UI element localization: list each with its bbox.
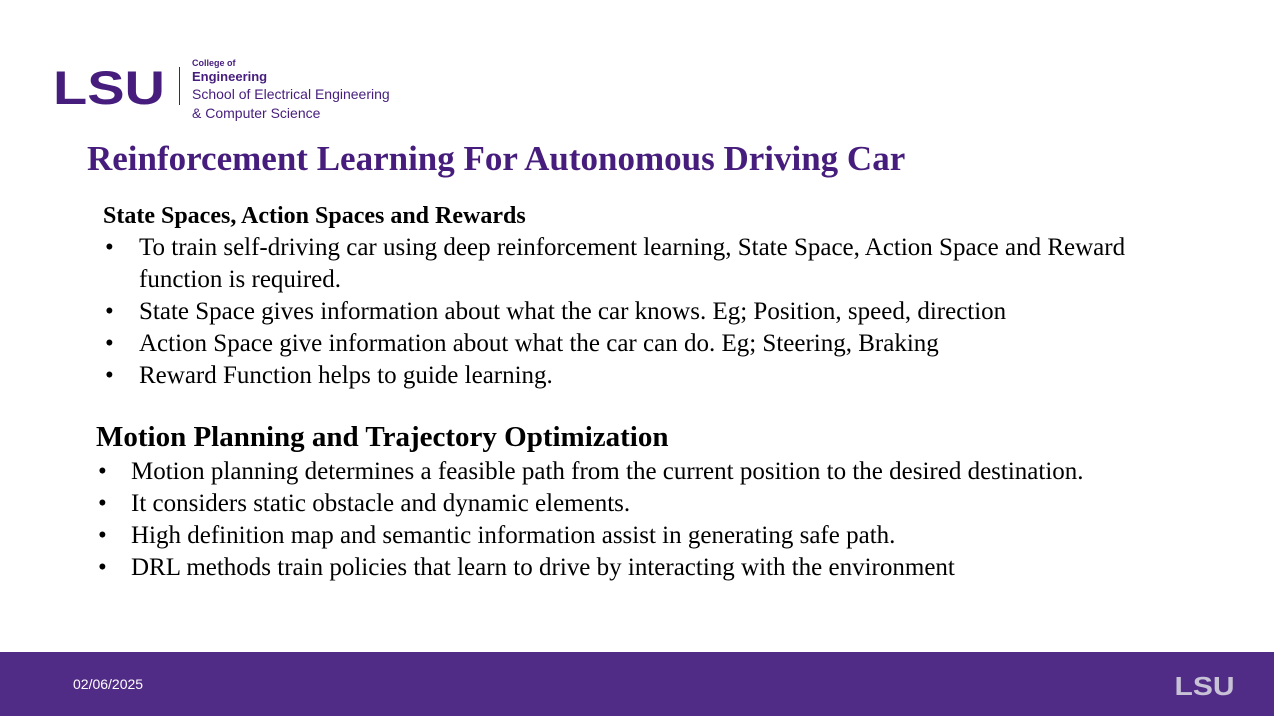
section2-bullet-list	[96, 456, 1196, 584]
section2-heading: Motion Planning and Trajectory Optimization	[96, 421, 669, 453]
section-state-action-rewards	[103, 202, 1163, 392]
logo-engineering: Engineering	[192, 69, 268, 84]
bullet-text: Reward Function helps to guide learning.	[139, 362, 553, 389]
bullet-text: It considers static obstacle and dynamic elements.	[131, 490, 631, 517]
logo-school-line1: School of Electrical Engineering	[192, 86, 390, 102]
section1-heading: State Spaces, Action Spaces and Rewards	[103, 203, 526, 229]
bullet-item	[96, 456, 1196, 488]
logo-divider	[179, 67, 180, 105]
bullet-text: To train self-driving car using deep reinforcement learning, State Space, Action Space and Reward function is required.	[139, 234, 1126, 293]
bullet-item	[96, 520, 1196, 552]
bullet-item	[103, 360, 1163, 392]
bullet-item	[103, 296, 1163, 328]
bullet-text: DRL methods train policies that learn to drive by interacting with the environment	[131, 554, 955, 581]
bullet-dot: •	[98, 522, 107, 549]
bullet-dot: •	[105, 330, 114, 357]
footer-logo-text: LSU	[1174, 676, 1235, 696]
bullet-text: High definition map and semantic information assist in generating safe path.	[131, 522, 896, 549]
bullet-dot: •	[98, 458, 107, 485]
bullet-dot: •	[105, 362, 114, 389]
bullet-item	[103, 232, 1163, 296]
bullet-dot: •	[98, 554, 107, 581]
section-motion-planning	[96, 420, 1196, 584]
bullet-text: Motion planning determines a feasible path from the current position to the desired destination.	[131, 458, 1084, 485]
slide-title: Reinforcement Learning For Autonomous Driving Car	[87, 139, 906, 178]
bullet-dot: •	[105, 234, 114, 261]
lsu-logo-mark	[52, 69, 166, 105]
bullet-item	[96, 552, 1196, 584]
footer-date: 02/06/2025	[73, 676, 144, 692]
bullet-item	[103, 328, 1163, 360]
lsu-logo-mark-text: LSU	[53, 69, 165, 105]
bullet-text: Action Space give information about what the car can do. Eg; Steering, Braking	[139, 330, 939, 357]
bullet-dot: •	[105, 298, 114, 325]
logo-school-line2: & Computer Science	[192, 105, 321, 121]
logo-college-of: College of	[192, 58, 236, 68]
bullet-item	[96, 488, 1196, 520]
bullet-text: State Space gives information about what the car knows. Eg; Position, speed, direction	[139, 298, 1007, 325]
bullet-dot: •	[98, 490, 107, 517]
footer-lsu-logo	[1174, 676, 1235, 696]
footer-bar	[0, 652, 1274, 716]
logo-wordmark	[192, 58, 390, 123]
section1-bullet-list	[103, 232, 1163, 392]
